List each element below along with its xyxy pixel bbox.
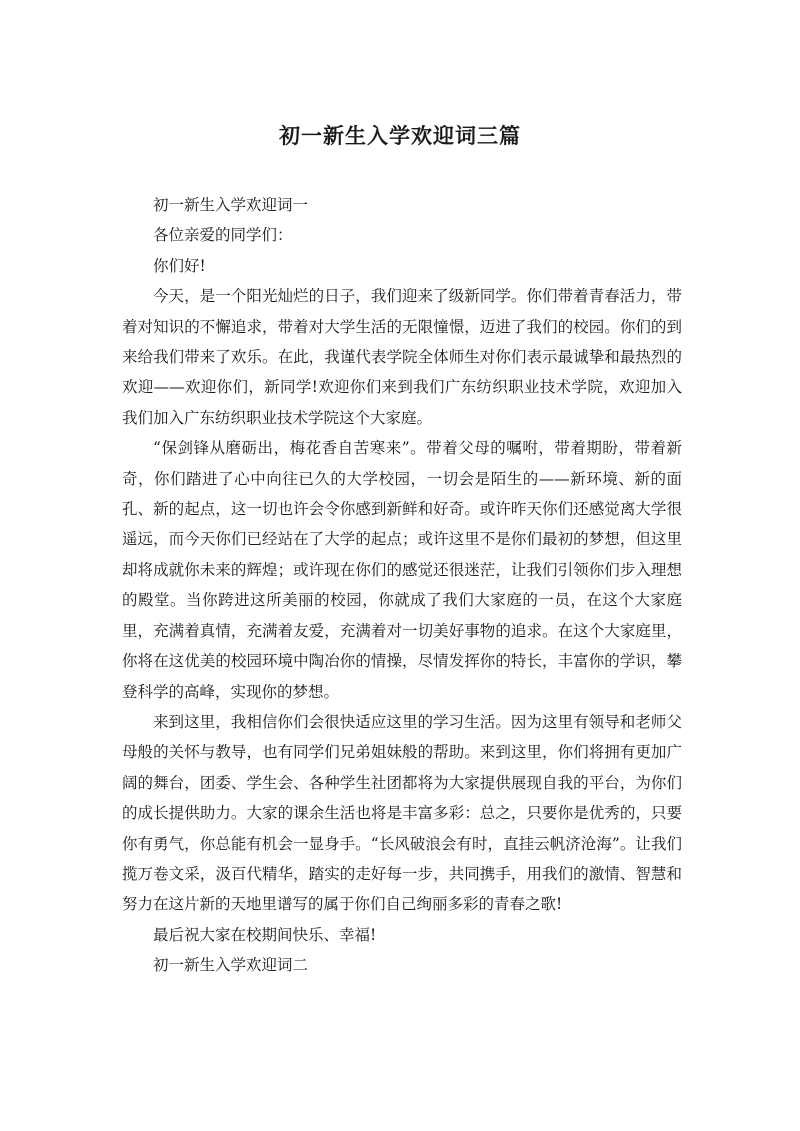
body-paragraph: 来到这里，我相信你们会很快适应这里的学习生活。因为这里有领导和老师父母般的关怀与教导，也有同学们兄弟姐妹般的帮助。来到这里，你们将拥有更加广阔的舞台，团委、学生会、各种学生社团都将为大家提供展现自我的平台，为你们的成长提供助力。大家的课余生活也将是丰富多彩：总之，只要你是优秀的，只要你有勇气，你总能有机会一显身手。“长风破浪会有时，直挂云帆济沧海”。让我们揽万卷文采，汲百代精华，踏实的走好每一步，共同携手，用我们的激情、智慧和努力在这片新的天地里谱写的属于你们自己绚丽多彩的青春之歌!: [122, 712, 682, 914]
section-heading-two: 初一新生入学欢迎词二: [153, 956, 309, 975]
body-paragraph: “保剑锋从磨砺出，梅花香自苦寒来”。带着父母的嘱咐，带着期盼，带着新奇，你们踏进了心中向往已久的大学校园，一切会是陌生的——新环境、新的面孔、新的起点，这一切也许会令你感到新鲜和好奇。或许昨天你们还感觉离大学很遥远，而今天你们已经站在了大学的起点；或许这里不是你们最初的梦想，但这里却将成就你未来的辉煌；或许现在你们的感觉还很迷茫，让我们引领你们步入理想的殿堂。当你跨进这所美丽的校园，你就成了我们大家庭的一员，在这个大家庭里，充满着真情，充满着友爱，充满着对一切美好事物的追求。在这个大家庭里，你将在这优美的校园环境中陶冶你的情操，尽情发挥你的特长，丰富你的学识，攀登科学的高峰，实现你的梦想。: [122, 439, 682, 701]
greeting: 你们好!: [153, 256, 206, 275]
salutation: 各位亲爱的同学们：: [153, 226, 293, 245]
document-body: [122, 190, 682, 981]
closing-wish: 最后祝大家在校期间快乐、幸福!: [153, 925, 377, 944]
section-heading-one: 初一新生入学欢迎词一: [153, 196, 309, 214]
body-paragraph: 今天，是一个阳光灿烂的日子，我们迎来了级新同学。你们带着青春活力，带着对知识的不懈追求，带着对大学生活的无限憧憬，迈进了我们的校园。你们的到来给我们带来了欢乐。在此，我谨代表学院全体师生对你们表示最诚挚和最热烈的欢迎——欢迎你们，新同学!欢迎你们来到我们广东纺织职业技术学院，欢迎加入我们加入广东纺织职业技术学院这个大家庭。: [122, 287, 682, 427]
document-title: 初一新生入学欢迎词三篇: [279, 124, 521, 148]
